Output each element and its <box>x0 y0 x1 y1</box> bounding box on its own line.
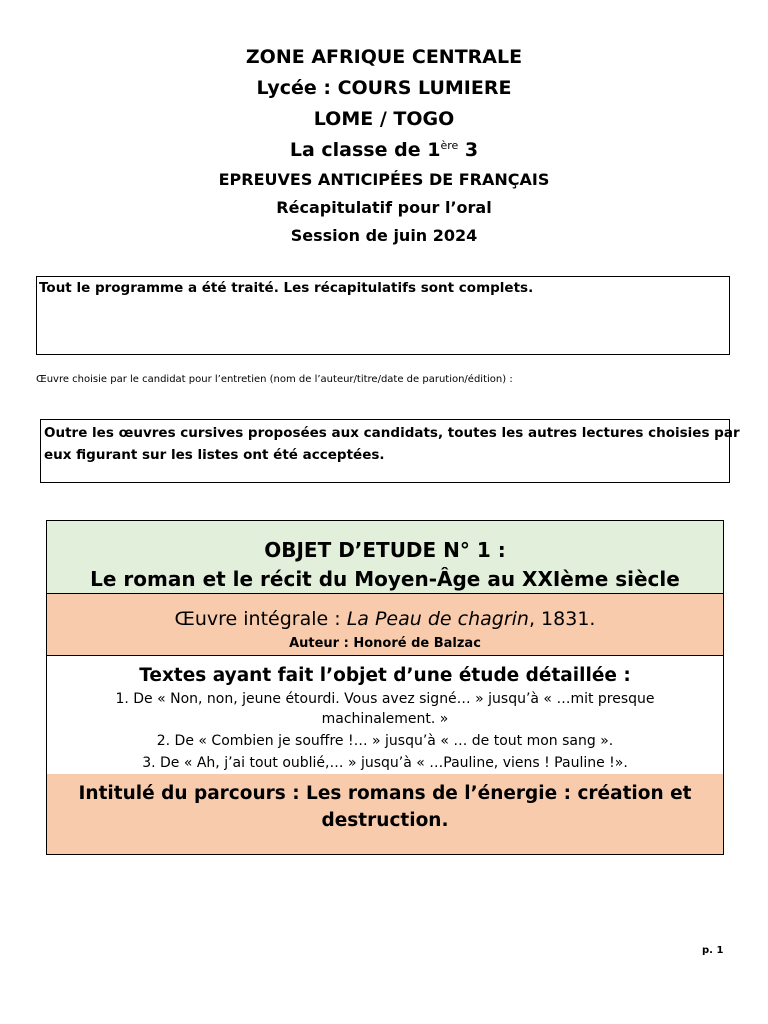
work-author: Auteur : Honoré de Balzac <box>289 636 481 651</box>
recap-heading: Récapitulatif pour l’oral <box>276 198 492 217</box>
exam-heading: EPREUVES ANTICIPÉES DE FRANÇAIS <box>218 170 550 189</box>
text-item: 2. De « Combien je souffre !… » jusqu’à « … de tout mon sang ». <box>156 733 614 749</box>
parcours-line-2: destruction. <box>321 810 449 831</box>
class-superscript: ère <box>440 139 459 152</box>
chosen-work-label: Œuvre choisie par le candidat pour l’entretien (nom de l’auteur/titre/date de parution/édition) : <box>36 374 513 385</box>
work-line <box>47 608 723 630</box>
work-row <box>47 594 723 656</box>
class-prefix: La classe de 1 <box>289 139 441 161</box>
city-heading: LOME / TOGO <box>313 108 455 130</box>
texts-title: Textes ayant fait l’objet d’une étude détaillée : <box>139 665 631 686</box>
program-status-box <box>36 276 730 355</box>
work-title: La Peau de chagrin <box>346 608 529 630</box>
work-label: Œuvre intégrale : <box>174 608 347 630</box>
class-suffix: 3 <box>458 139 479 161</box>
class-heading <box>0 139 768 161</box>
study-object-table <box>46 520 724 855</box>
session-heading: Session de juin 2024 <box>290 226 478 245</box>
page-number: p. 1 <box>702 945 724 956</box>
readings-box <box>40 419 740 483</box>
texts-row <box>47 656 723 774</box>
program-status-text: Tout le programme a été traité. Les récapitulatifs sont complets. <box>39 280 534 296</box>
readings-line-2: eux figurant sur les listes ont été acceptées. <box>44 447 385 463</box>
zone-heading: ZONE AFRIQUE CENTRALE <box>245 46 523 68</box>
parcours-line-1: Intitulé du parcours : Les romans de l’énergie : création et <box>78 783 692 804</box>
text-item: 1. De « Non, non, jeune étourdi. Vous avez signé… » jusqu’à « …mit presque <box>115 691 655 707</box>
object-subtitle: Le roman et le récit du Moyen-Âge au XXIème siècle <box>90 567 680 591</box>
lycee-heading: Lycée : COURS LUMIERE <box>256 77 512 99</box>
parcours-row <box>47 774 723 854</box>
object-title: OBJET D’ETUDE N° 1 : <box>264 538 506 562</box>
text-item: 3. De « Ah, j’ai tout oublié,… » jusqu’à « …Pauline, viens ! Pauline !». <box>142 755 628 771</box>
object-row <box>47 521 723 594</box>
readings-line-1: Outre les œuvres cursives proposées aux candidats, toutes les autres lectures choisies par <box>44 425 740 441</box>
work-year: , 1831. <box>528 608 596 630</box>
text-item: machinalement. » <box>321 711 449 727</box>
